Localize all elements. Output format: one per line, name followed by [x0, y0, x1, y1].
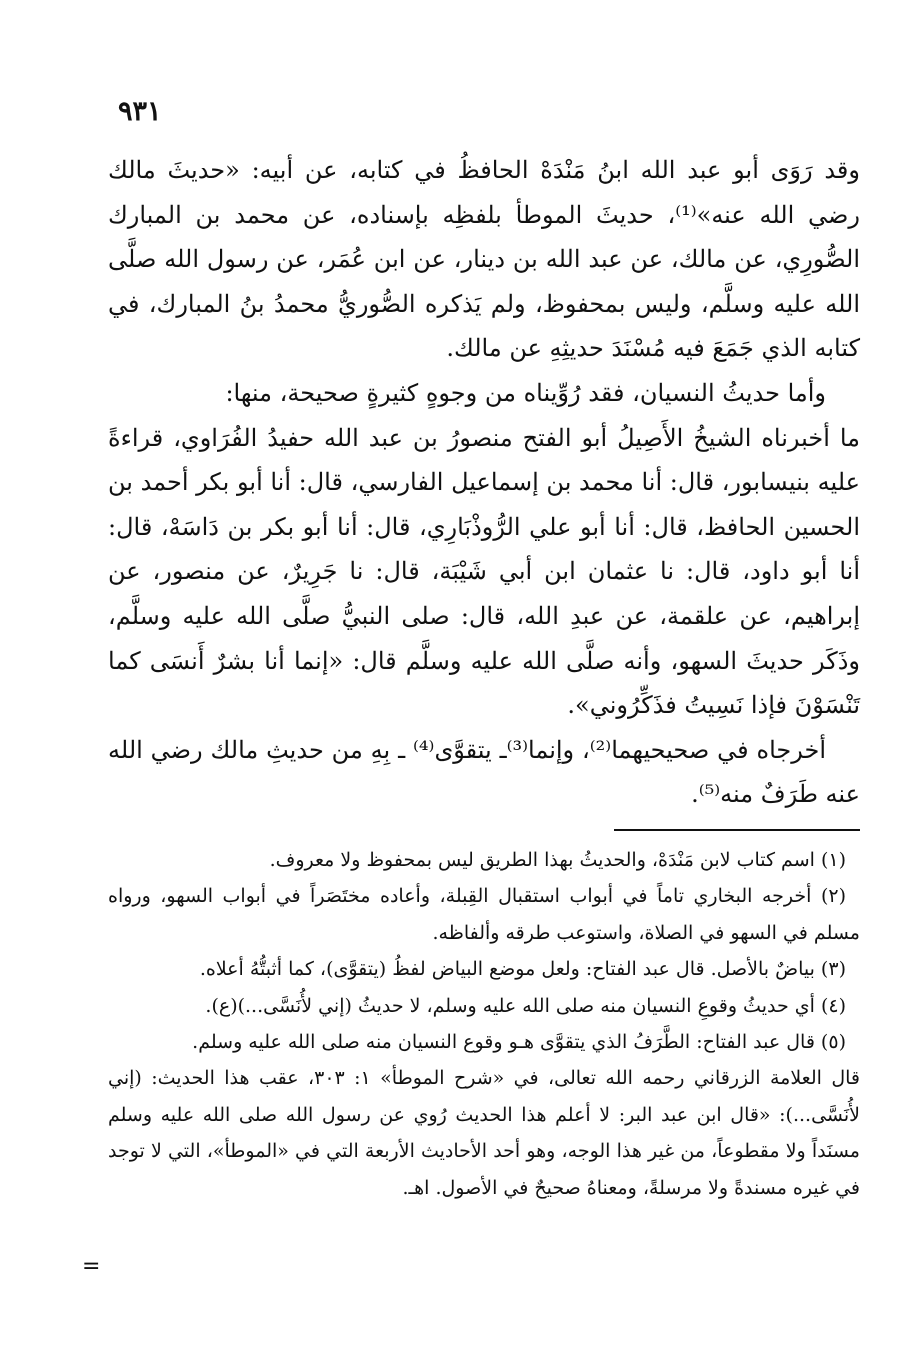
paragraph: ما أخبرناه الشيخُ الأَصِيلُ أبو الفتح منصورُ بن عبد الله حفيدُ الفُرَاوي، قراءةً عليه بنيسابور، قال: أنا محمد بن إسماعيل الفارسي، قال: أنا أبو بكر أحمد بن الحسين الحافظ، قال: أنا أبو علي الرُّوذْبَارِي، قال: أنا أبو بكر بن دَاسَهْ، قال: أنا أبو داود، قال: نا عثمان ابن أبي شَيْبَة، قال: نا جَرِيرٌ، عن منصور، عن إبراهيم، عن علقمة، عن عبدِ الله، قال: صلى النبيُّ صلَّى الله عليه وسلَّم، وذَكَر حديثَ السهو، وأنه صلَّى الله عليه وسلَّم قال: «إنما أنا بشرٌ أَنسَى كما تَنْسَوْنَ فإذا نَسِيتُ فذَكِّرُوني».	[108, 423, 861, 720]
continuation-mark: =	[82, 1254, 101, 1279]
footnote: (٢) أخرجه البخاري تاماً في أبواب استقبال القِبلة، وأعاده مختَصَراً في أبواب السهو، ورواه مسلم في السهو في الصلاة، واستوعب طرقه وألفاظه.	[108, 885, 860, 944]
footnote-continuation: قال العلامة الزرقاني رحمه الله تعالى، في «شرح الموطأ» ١: ٣٠٣، عقب هذا الحديث: (إني لأُنَسَّى...): «قال ابن عبد البر: لا أعلم هذا الحديث رُوي عن رسول الله صلى الله عليه وسلم مسنَداً ولا مقطوعاً، من غير هذا الوجه، وهو أحد الأحاديث الأربعة التي في «الموطأ»، التي لا توجد في غيره مسندةً ولا مرسلةً، ومعناهُ صحيحٌ في الأصول. اهـ.	[108, 1067, 860, 1199]
footnote: (١) اسم كتاب لابن مَنْدَهْ، والحديثُ بهذا الطريق ليس بمحفوظ ولا معروف.	[269, 849, 846, 871]
page-number: ٩٣١	[118, 96, 162, 127]
main-text	[108, 148, 860, 817]
footnote: (٥) قال عبد الفتاح: الطَّرَفُ الذي يتقوَّى هـو وقوع النسيان منه صلى الله عليه وسلم.	[192, 1031, 846, 1054]
paragraph: أخرجاه في صحيحيهما⁽²⁾، وإنما⁽³⁾ـ يتقوَّى⁽⁴⁾ ـ بِهِ من حديثِ مالك رضي الله عنه طَرَفٌ منه⁽⁵⁾.	[108, 735, 860, 809]
footnotes	[108, 842, 860, 1206]
footnote: (٣) بياضٌ بالأصل. قال عبد الفتاح: ولعل موضع البياض لفظُ (يتقوَّى)، كما أثبتُّهُ أعلاه.	[199, 958, 846, 981]
footnote-divider	[614, 829, 860, 831]
footnote: (٤) أي حديثُ وقوعِ النسيان منه صلى الله عليه وسلم، لا حديثُ (إني لأُنَسَّى...)(ع).	[205, 994, 846, 1017]
paragraph: وأما حديثُ النسيان، فقد رُوِّيناه من وجوهٍ كثيرةٍ صحيحة، منها:	[225, 378, 826, 407]
paragraph: وقد رَوَى أبو عبد الله ابنُ مَنْدَهْ الحافظُ في كتابه، عن أبيه: «حديثَ مالك رضي الله عنه»⁽¹⁾، حديثَ الموطأ بلفظِه بإسناده، عن محمد بن المبارك الصُّورِي، عن مالك، عن عبد الله بن دينار، عن ابن عُمَر، عن رسول الله صلَّى الله عليه وسلَّم، وليس بمحفوظ، ولم يَذكره الصُّوريُّ محمدُ بنُ المبارك، في كتابه الذي جَمَعَ فيه مُسْنَدَ حديثِهِ عن مالك.	[108, 156, 861, 363]
